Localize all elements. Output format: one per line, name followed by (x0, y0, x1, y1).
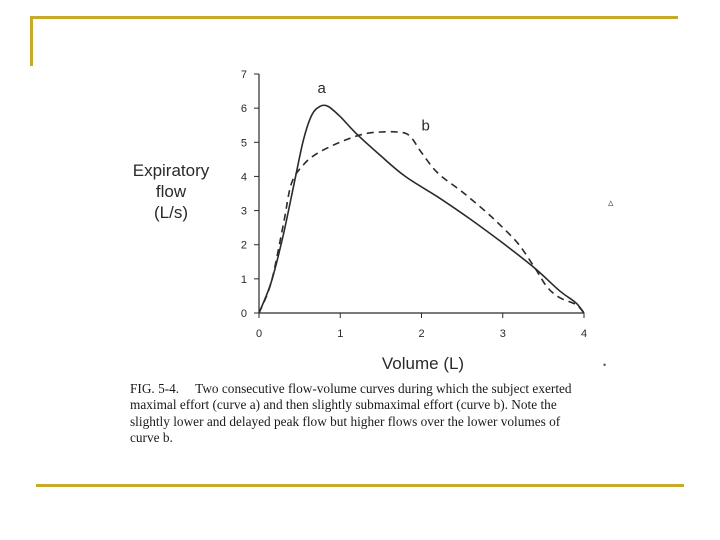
x-tick-label: 3 (499, 328, 506, 340)
y-tick-label: 7 (240, 69, 247, 81)
series-a-line (259, 105, 584, 313)
x-tick-label: 4 (580, 328, 588, 340)
y-tick-label: 3 (240, 205, 247, 218)
x-tick-label: 0 (255, 328, 263, 340)
y-tick-label: 4 (240, 171, 247, 184)
scan-artifact-mark: ▵ (608, 197, 614, 209)
series-b-line (259, 132, 584, 313)
y-tick-label: 0 (240, 308, 247, 320)
y-tick-label: 1 (240, 273, 247, 286)
y-axis-label-line-2: flow (155, 182, 187, 201)
figure-caption-label: FIG. 5-4. (130, 381, 180, 396)
scan-artifact-dot: • (603, 360, 607, 370)
y-tick-label: 6 (240, 103, 247, 116)
y-axis-label-line-3: (L/s) (154, 203, 188, 222)
x-axis-label: Volume (L) (381, 354, 465, 373)
series-b-label: b (421, 117, 430, 135)
y-axis-label-line-1: Expiratory (132, 161, 210, 180)
x-tick-label: 2 (418, 328, 425, 340)
figure-caption-text: Two consecutive flow-volume curves during which the subject exerted maximal effort (curve a) and then slightly submaximal effort (curve b). Note the slightly lower and delayed peak flow but higher flows over the lower volumes of curve b. (130, 381, 572, 445)
y-axis-label (126, 160, 216, 223)
y-tick-label: 5 (240, 137, 247, 150)
y-tick-label: 2 (240, 239, 247, 252)
figure-caption (130, 381, 575, 446)
series-a-label: a (317, 79, 326, 97)
x-tick-label: 1 (337, 328, 344, 340)
